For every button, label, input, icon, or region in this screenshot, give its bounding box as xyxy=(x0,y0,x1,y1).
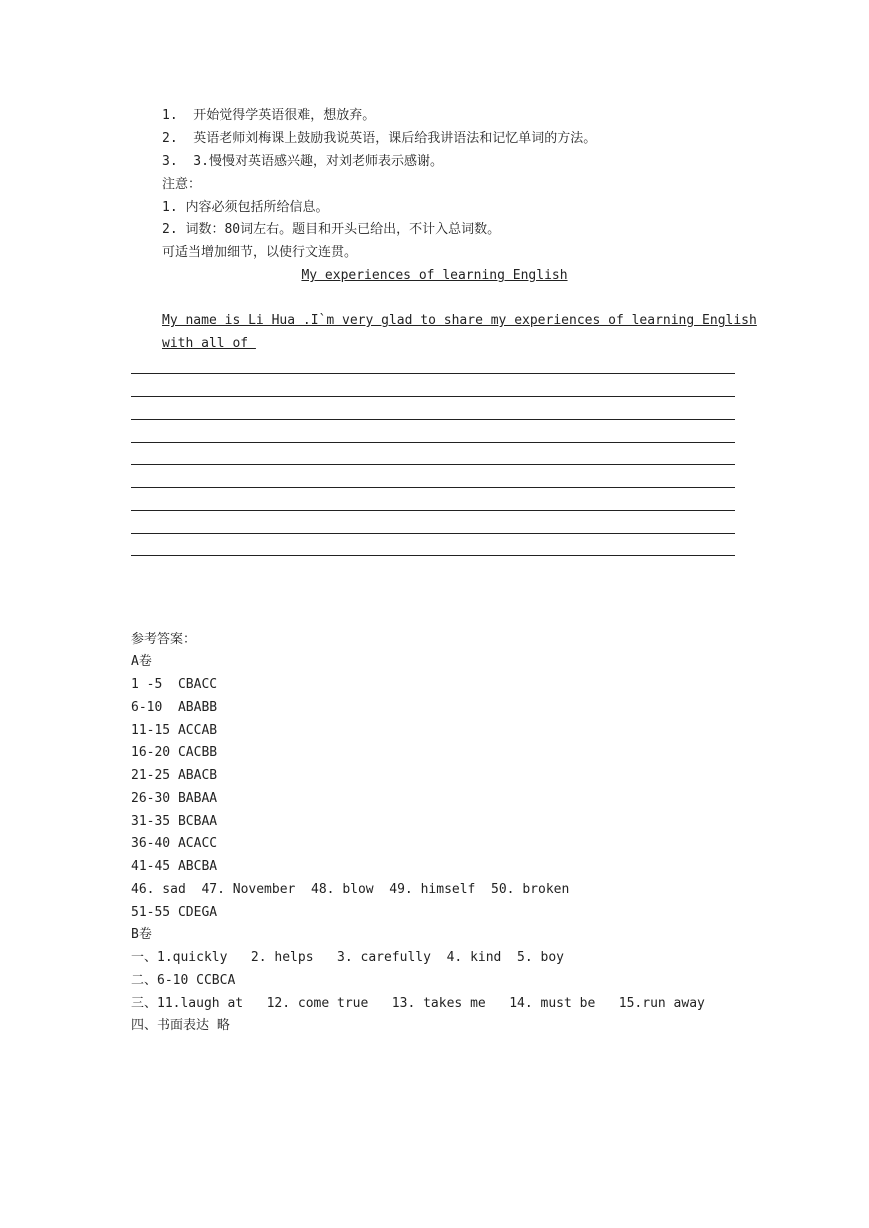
answer-row: 三、11.laugh at 12. come true 13. takes me 14. must be 15.run away xyxy=(131,996,705,1011)
requirement-1: 1. 开始觉得学英语很难，想放弃。 xyxy=(162,108,376,123)
answer-row: 一、1.quickly 2. helps 3. carefully 4. kind 5. boy xyxy=(131,950,564,965)
answer-row: 26-30 BABAA xyxy=(131,791,218,806)
answer-row: 16-20 CACBB xyxy=(131,745,218,760)
requirement-2: 2. 英语老师刘梅课上鼓励我说英语，课后给我讲语法和记忆单词的方法。 xyxy=(162,131,597,146)
writing-line xyxy=(131,464,735,465)
answer-row: 二、6-10 CCBCA xyxy=(131,973,236,988)
essay-opening-line-1: My name is Li Hua .I`m very glad to share my experiences of learning English xyxy=(162,313,757,328)
answer-row: 1 -5 CBACC xyxy=(131,677,218,692)
writing-line xyxy=(131,373,735,374)
answer-row: 6-10 ABABB xyxy=(131,700,218,715)
note-2: 2. 词数：80词左右。题目和开头已给出，不计入总词数。 xyxy=(162,222,501,237)
requirement-3: 3. 3.慢慢对英语感兴趣，对刘老师表示感谢。 xyxy=(162,154,443,169)
writing-line xyxy=(131,396,735,397)
section-b-label: B卷 xyxy=(131,927,152,942)
answer-row: 41-45 ABCBA xyxy=(131,859,218,874)
notes-label: 注意： xyxy=(162,177,202,192)
note-1: 1. 内容必须包括所给信息。 xyxy=(162,200,329,215)
answer-row: 51-55 CDEGA xyxy=(131,905,218,920)
answer-row: 11-15 ACCAB xyxy=(131,723,218,738)
writing-line xyxy=(131,510,735,511)
essay-title: My experiences of learning English xyxy=(301,268,568,283)
answer-row: 四、书面表达 略 xyxy=(131,1018,230,1033)
writing-line xyxy=(131,442,735,443)
writing-line xyxy=(131,487,735,488)
answers-heading: 参考答案： xyxy=(131,632,197,647)
essay-opening-line-2: with all of xyxy=(162,336,256,351)
writing-line xyxy=(131,419,735,420)
answer-row: 21-25 ABACB xyxy=(131,768,218,783)
answer-row: 46. sad 47. November 48. blow 49. himself 50. broken xyxy=(131,882,570,897)
section-a-label: A卷 xyxy=(131,654,152,669)
extra-note: 可适当增加细节，以使行文连贯。 xyxy=(162,245,358,260)
answer-row: 31-35 BCBAA xyxy=(131,814,218,829)
writing-line xyxy=(131,533,735,534)
answer-row: 36-40 ACACC xyxy=(131,836,218,851)
writing-line xyxy=(131,555,735,556)
